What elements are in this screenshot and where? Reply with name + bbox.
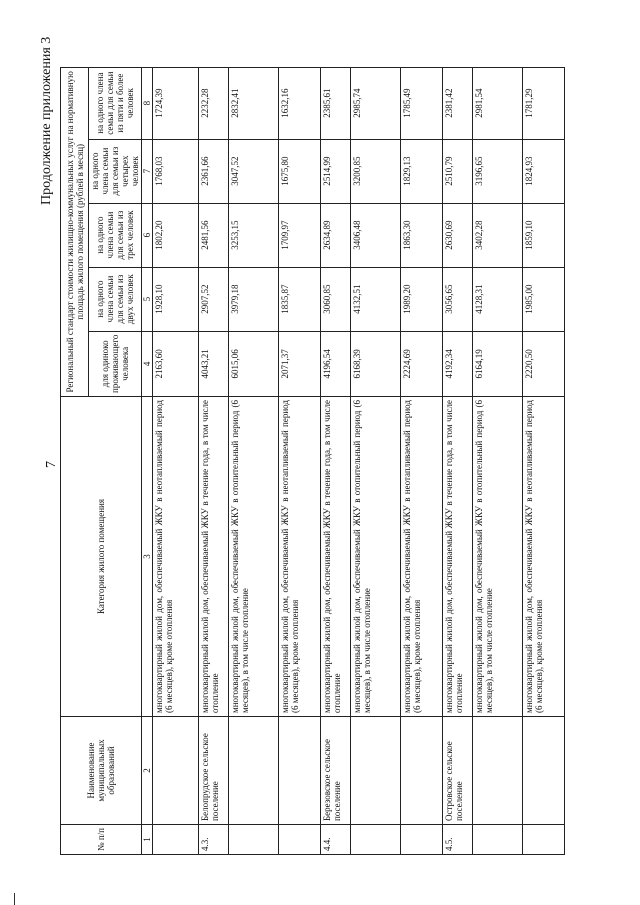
row-number [523,825,565,855]
table-row [321,67,351,854]
standard-value: 2514,99 [321,139,351,203]
row-number: 4.4. [321,825,351,855]
standard-value: 2510,79 [443,139,473,203]
municipality-name [401,717,443,825]
table-row [351,67,401,854]
table-row [279,67,321,854]
municipality-name [279,717,321,825]
standard-value: 4192,34 [443,331,473,396]
standard-value: 1985,00 [523,267,565,331]
standard-value: 1632,16 [279,67,321,139]
standard-value: 3047,52 [229,139,279,203]
standard-value: 2481,56 [199,203,229,267]
standard-value: 4043,21 [199,331,229,396]
standard-value: 3060,85 [321,267,351,331]
housing-category: многоквартирный жилой дом, обеспечиваемый ЖКУ в неотапливаемый период (6 месяцев), кроме отопления [401,397,443,717]
standard-value: 2985,74 [351,67,401,139]
table-body [153,67,565,854]
municipality-name [351,717,401,825]
colnum: 6 [142,203,153,267]
standard-value: 1675,80 [279,139,321,203]
row-number [229,825,279,855]
standard-value: 2220,50 [523,331,565,396]
row-number [153,825,199,855]
table-row [229,67,279,854]
header-municipality: Наименование муниципальных образований [61,717,142,825]
header-regional-standard: Региональный стандарт стоимости жилищно-коммунальных услуг на нормативную площадь жилого помещения (рублей в месяц) [61,67,89,396]
standard-value: 2163,60 [153,331,199,396]
standard-value: 2381,42 [443,67,473,139]
row-number: 4.5. [443,825,473,855]
top-rule [14,893,15,905]
standard-value: 2630,69 [443,203,473,267]
header-col7: на одного члена семьи для семьи из четырех человек [89,139,142,203]
municipality-name [229,717,279,825]
standard-value: 1928,10 [153,267,199,331]
header-col8: на одного члена семьи для семьи из пяти и более человек [89,67,142,139]
row-number: 4.3. [199,825,229,855]
annex-note: Продолжение приложения 3 [39,36,54,205]
standard-value: 2907,52 [199,267,229,331]
standard-value: 1785,49 [401,67,443,139]
standard-value: 2071,37 [279,331,321,396]
colnum: 8 [142,67,153,139]
standard-value: 1781,29 [523,67,565,139]
standard-value: 2361,66 [199,139,229,203]
housing-category: многоквартирный жилой дом, обеспечиваемый ЖКУ в отопительный период (6 месяцев), в том числе отопление [351,397,401,717]
header-col6: на одного члена семьи для семьи из трех человек [89,203,142,267]
header-category: Категория жилого помещения [61,397,142,717]
standard-value: 2232,28 [199,67,229,139]
standard-value: 1709,97 [279,203,321,267]
standard-value: 6164,19 [473,331,523,396]
standard-value: 1863,30 [401,203,443,267]
municipality-name: Белопрудское сельское поселение [199,717,229,825]
standard-value: 4128,31 [473,267,523,331]
municipality-name [153,717,199,825]
standard-value: 3979,18 [229,267,279,331]
column-number-row [142,67,153,854]
housing-category: многоквартирный жилой дом, обеспечиваемый ЖКУ в неотапливаемый период (6 месяцев), кроме отопления [153,397,199,717]
header-num: № п/п [61,825,142,855]
municipality-name [523,717,565,825]
table-row [523,67,565,854]
table-row [199,67,229,854]
standard-value: 3253,15 [229,203,279,267]
standard-value: 3200,85 [351,139,401,203]
row-number [401,825,443,855]
standard-value: 4132,51 [351,267,401,331]
housing-category: многоквартирный жилой дом, обеспечиваемый ЖКУ в неотапливаемый период (6 месяцев), кроме отопления [279,397,321,717]
standard-value: 2981,54 [473,67,523,139]
housing-category: многоквартирный жилой дом, обеспечиваемый ЖКУ в неотапливаемый период (6 месяцев), кроме отопления [523,397,565,717]
row-number [279,825,321,855]
standard-value: 1768,03 [153,139,199,203]
page-number: 7 [44,461,59,468]
standard-value: 1724,39 [153,67,199,139]
table-row [153,67,199,854]
standard-value: 6015,06 [229,331,279,396]
standard-value: 3402,28 [473,203,523,267]
standard-value: 1824,93 [523,139,565,203]
standard-value: 1802,20 [153,203,199,267]
standard-value: 4196,54 [321,331,351,396]
colnum: 5 [142,267,153,331]
table-row [443,67,473,854]
colnum: 7 [142,139,153,203]
housing-category: многоквартирный жилой дом, обеспечиваемый ЖКУ в течение года, в том числе отопление [443,397,473,717]
standard-value: 3406,48 [351,203,401,267]
municipality-name: Островское сельское поселение [443,717,473,825]
row-number [473,825,523,855]
colnum: 3 [142,397,153,717]
standard-value: 1989,20 [401,267,443,331]
standard-value: 1859,10 [523,203,565,267]
row-number [351,825,401,855]
table-row [401,67,443,854]
standard-value: 2385,61 [321,67,351,139]
standard-value: 2832,41 [229,67,279,139]
standard-value: 3056,65 [443,267,473,331]
standard-value: 1835,87 [279,267,321,331]
standard-value: 3196,65 [473,139,523,203]
housing-category: многоквартирный жилой дом, обеспечиваемый ЖКУ в отопительный период (6 месяцев), в том числе отопление [229,397,279,717]
municipality-name [473,717,523,825]
header-col4: для одиноко проживающего человека [89,331,142,396]
standard-value: 1829,13 [401,139,443,203]
standard-value: 6168,39 [351,331,401,396]
regional-standard-table [60,67,565,855]
colnum: 4 [142,331,153,396]
housing-category: многоквартирный жилой дом, обеспечиваемый ЖКУ в течение года, в том числе отопление [199,397,229,717]
table-row [473,67,523,854]
colnum: 1 [142,825,153,855]
header-col5: на одного члена семьи для семьи из двух человек [89,267,142,331]
housing-category: многоквартирный жилой дом, обеспечиваемый ЖКУ в течение года, в том числе отопление [321,397,351,717]
municipality-name: Березовское сельское поселение [321,717,351,825]
colnum: 2 [142,717,153,825]
standard-value: 2634,89 [321,203,351,267]
standard-value: 2224,69 [401,331,443,396]
housing-category: многоквартирный жилой дом, обеспечиваемый ЖКУ в отопительный период (6 месяцев), в том числе отопление [473,397,523,717]
